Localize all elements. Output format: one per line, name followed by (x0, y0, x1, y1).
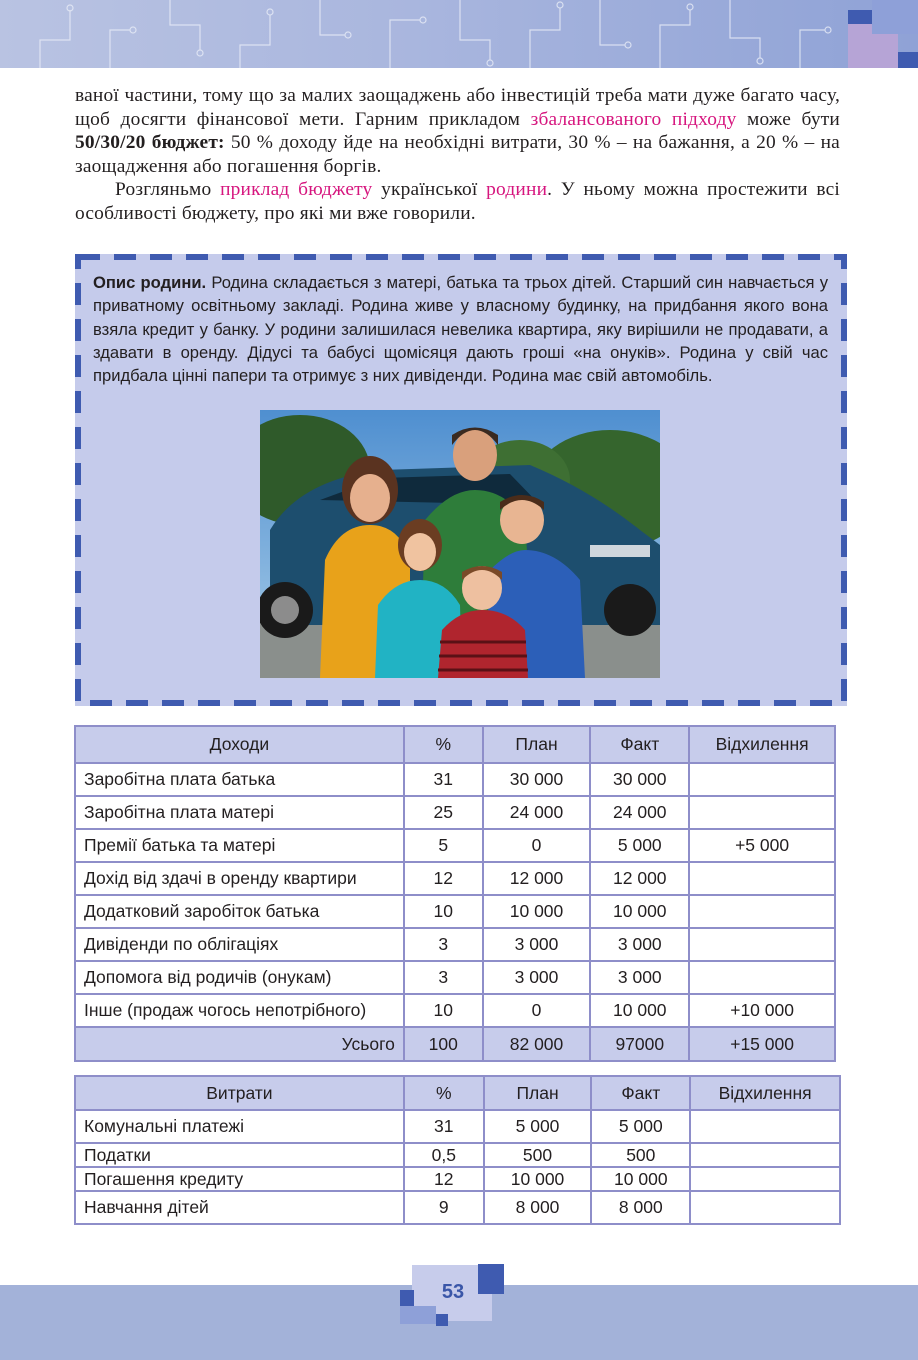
table-cell: Дохід від здачі в оренду квартири (75, 862, 404, 895)
text-run: . У ньому можна простежити всі особливості бюджету, про які ми вже говорили. (75, 179, 840, 224)
table-cell: 5 (404, 829, 483, 862)
table-cell: 12 000 (483, 862, 591, 895)
total-row (75, 1027, 835, 1061)
table-cell: 10 (404, 994, 483, 1027)
table-cell: +5 000 (689, 829, 835, 862)
table-cell: Заробітна плата матері (75, 796, 404, 829)
term-highlight: родини (486, 179, 548, 200)
header-cell: Відхилення (689, 726, 835, 763)
table-cell: 0 (483, 994, 591, 1027)
table-cell: Допомога від родичів (онукам) (75, 961, 404, 994)
table-cell: 97000 (590, 1027, 689, 1061)
header-cell: % (404, 726, 483, 763)
table-cell: 30 000 (483, 763, 591, 796)
table-cell: 25 (404, 796, 483, 829)
table-cell: Навчання дітей (75, 1191, 404, 1224)
table-cell: Інше (продаж чогось непотрібного) (75, 994, 404, 1027)
table-cell: 500 (591, 1143, 690, 1167)
table-cell: 500 (484, 1143, 592, 1167)
table-cell: 24 000 (590, 796, 689, 829)
table-cell: Заробітна плата батька (75, 763, 404, 796)
table-cell: 10 000 (591, 1167, 690, 1191)
text-run: ваної частини, тому що за малих заощаджень або інвестицій треба мати дуже багато часу, щоб досягти фінансової мети. Гарним прикладом (75, 85, 840, 130)
table-cell: 3 000 (590, 928, 689, 961)
table-cell: 9 (404, 1191, 484, 1224)
table-cell (690, 1143, 840, 1167)
table-row (75, 763, 835, 796)
table-cell: 12 (404, 1167, 484, 1191)
table-cell: Податки (75, 1143, 404, 1167)
page-number: 53 (441, 1281, 465, 1303)
table-row (75, 961, 835, 994)
table-row (75, 895, 835, 928)
text-run: української (372, 179, 487, 200)
family-description-box (75, 254, 847, 706)
header-banner (0, 0, 918, 68)
table-cell: 100 (404, 1027, 483, 1061)
table-cell: Дивіденди по облігаціях (75, 928, 404, 961)
table-header-row (75, 1076, 840, 1110)
table-row (75, 1167, 840, 1191)
term-highlight: приклад бюджету (220, 179, 373, 200)
body-text (75, 84, 840, 225)
header-cell: Витрати (75, 1076, 404, 1110)
table-cell (689, 796, 835, 829)
header-cell: % (404, 1076, 484, 1110)
table-cell: Премії батька та матері (75, 829, 404, 862)
table-cell: 0 (483, 829, 591, 862)
text-run: Розгляньмо (115, 179, 221, 200)
family-photo-illustration (260, 410, 660, 678)
header-cell: Доходи (75, 726, 404, 763)
table-row (75, 796, 835, 829)
table-cell (690, 1191, 840, 1224)
table-cell (689, 862, 835, 895)
text-run: 50 % доходу йде на необхідні витрати, 30 % – на бажання, а 20 % – на заощадження або погашення боргів. (75, 132, 840, 177)
table-cell: 10 (404, 895, 483, 928)
table-cell: 3 000 (590, 961, 689, 994)
income-table (74, 725, 836, 1062)
header-cell: План (483, 726, 591, 763)
table-cell: Комунальні платежі (75, 1110, 404, 1143)
paragraph-2 (75, 178, 840, 225)
table-cell: 24 000 (483, 796, 591, 829)
table-cell: Погашення кредиту (75, 1167, 404, 1191)
table-cell: 3 (404, 928, 483, 961)
table-cell: +15 000 (689, 1027, 835, 1061)
term-highlight: збалансованого підходу (530, 108, 737, 130)
table-cell: 82 000 (483, 1027, 591, 1061)
table-row (75, 1110, 840, 1143)
table-cell (689, 961, 835, 994)
table-cell: 12 (404, 862, 483, 895)
decor-square (436, 1314, 448, 1326)
table-row (75, 994, 835, 1027)
table-cell: 10 000 (590, 895, 689, 928)
table-cell: 3 000 (483, 961, 591, 994)
header-cell: Відхилення (690, 1076, 840, 1110)
table-cell: 5 000 (484, 1110, 592, 1143)
table-row (75, 829, 835, 862)
decor-square (848, 10, 872, 24)
table-cell: 31 (404, 763, 483, 796)
table-row (75, 1191, 840, 1224)
table-cell (689, 763, 835, 796)
text-run: може бути (736, 108, 840, 130)
decor-square (400, 1290, 414, 1306)
table-cell: 12 000 (590, 862, 689, 895)
header-cell: План (484, 1076, 592, 1110)
table-row (75, 928, 835, 961)
table-cell: 3 000 (483, 928, 591, 961)
circuit-pattern (0, 0, 918, 68)
family-description (93, 271, 828, 387)
expenses-table (74, 1075, 841, 1225)
table-cell: 3 (404, 961, 483, 994)
table-cell: 8 000 (591, 1191, 690, 1224)
family-photo (260, 410, 660, 678)
table-header-row (75, 726, 835, 763)
table-cell: 0,5 (404, 1143, 484, 1167)
table-row (75, 862, 835, 895)
table-cell: +10 000 (689, 994, 835, 1027)
total-label: Усього (75, 1027, 404, 1061)
table-cell: 10 000 (484, 1167, 592, 1191)
table-cell: Додатковий заробіток батька (75, 895, 404, 928)
header-cell: Факт (591, 1076, 690, 1110)
header-cell: Факт (590, 726, 689, 763)
decor-square (872, 0, 918, 34)
table-cell (689, 895, 835, 928)
table-cell (689, 928, 835, 961)
decor-square (898, 52, 918, 68)
table-cell: 30 000 (590, 763, 689, 796)
table-cell: 5 000 (591, 1110, 690, 1143)
family-lead: Опис родини. (93, 273, 207, 292)
table-cell: 31 (404, 1110, 484, 1143)
paragraph-1 (75, 84, 840, 178)
bold-text: 50/30/20 бюджет: (75, 132, 225, 153)
table-cell (690, 1110, 840, 1143)
table-cell: 5 000 (590, 829, 689, 862)
table-row (75, 1143, 840, 1167)
table-cell: 10 000 (590, 994, 689, 1027)
table-cell (690, 1167, 840, 1191)
table-cell: 8 000 (484, 1191, 592, 1224)
family-text: Родина складається з матері, батька та трьох дітей. Старший син навчається у приватному освітньому закладі. Родина живе у власному будинку, на придбання якого вона взяла кредит у банку. У родини залишилася невелика квартира, яку вирішили не продавати, а здавати в оренду. Дідусі та бабусі щомісяця дають гроші «на онуків». Родина у свій час придбала цінні папери та отримує з них дивіденди. Родина має свій автомобіль. (93, 273, 828, 386)
table-cell: 10 000 (483, 895, 591, 928)
